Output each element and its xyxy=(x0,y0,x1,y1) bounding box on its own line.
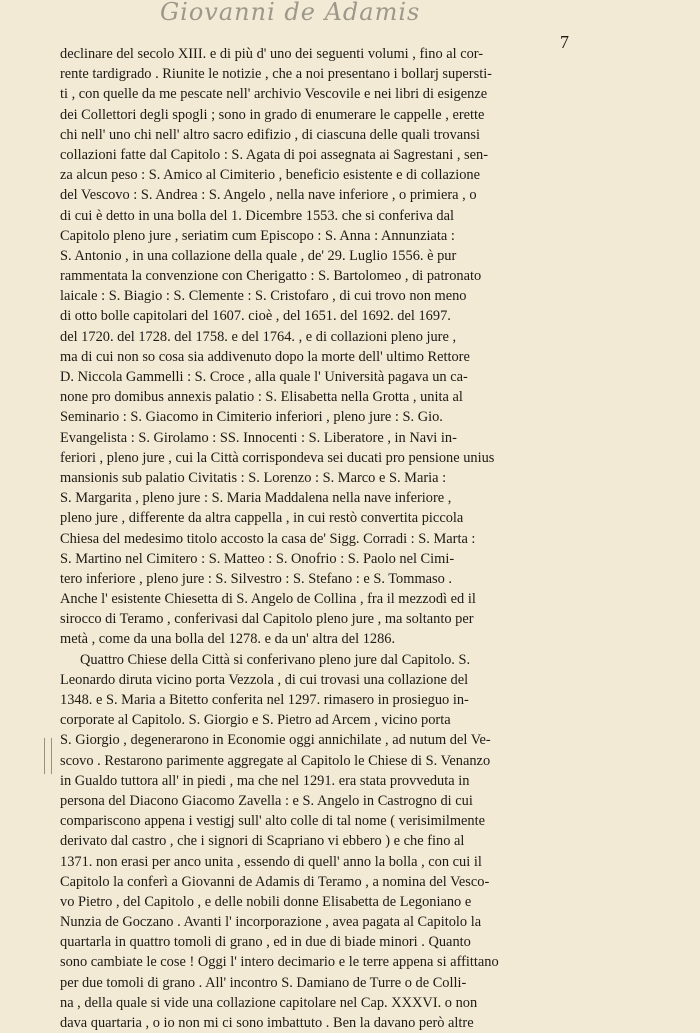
text-line: del 1720. del 1728. del 1758. e del 1764. , e di collazioni pleno jure , xyxy=(60,328,457,345)
text-line: scovo . Restarono parimente aggregate al Capitolo le Chiese di S. Venanzo xyxy=(60,752,491,769)
page-number: 7 xyxy=(560,32,569,52)
text-line: vo Pietro , del Capitolo , e delle nobili donne Elisabetta de Legoniano e xyxy=(60,893,472,910)
text-line: ti , con quelle da me pescate nell' archivio Vescovile e nei libri di esigenze xyxy=(60,86,488,103)
text-line: declinare del secolo XIII. e di più d' uno dei seguenti volumi , fino al cor- xyxy=(60,46,484,62)
text-line: 1348. e S. Maria a Bitetto conferita nel 1297. rimasero in prosieguo in- xyxy=(60,692,469,708)
paragraph xyxy=(60,44,615,650)
text-line: metà , come da una bolla del 1278. e da un' altra del 1286. xyxy=(60,631,396,648)
text-line: in Gualdo tuttora all' in piedi , ma che nel 1291. era stata provveduta in xyxy=(60,772,470,789)
text-line: Capitolo pleno jure , seriatim cum Episcopo : S. Anna : Annunziata : xyxy=(60,227,455,244)
text-line: Anche l' esistente Chiesetta di S. Angelo de Collina , fra il mezzodì ed il xyxy=(60,591,476,608)
body-text xyxy=(60,44,615,1033)
text-line: mansionis sub palatio Civitatis : S. Lorenzo : S. Marco e S. Maria : xyxy=(60,469,447,486)
text-line: collazioni fatte dal Capitolo : S. Agata di poi assegnata ai Sagrestani , sen- xyxy=(60,146,489,163)
text-line: sirocco di Teramo , conferivasi dal Capitolo pleno jure , ma soltanto per xyxy=(60,611,474,628)
text-line: laicale : S. Biagio : S. Clemente : S. Cristofaro , di cui trovo non meno xyxy=(60,288,467,305)
text-line: del Vescovo : S. Andrea : S. Angelo , nella nave inferiore , o primiera , o xyxy=(60,187,477,204)
margin-mark xyxy=(44,738,52,774)
text-line: per due tomoli di grano . All' incontro S. Damiano de Turre o de Colli- xyxy=(60,974,467,991)
text-line: S. Antonio , in una collazione della quale , de' 29. Luglio 1556. è pur xyxy=(60,247,457,264)
paragraph xyxy=(60,650,615,1033)
text-line: rente tardigrado . Riunite le notizie , che a noi presentano i bollarj supersti- xyxy=(60,66,492,83)
text-line: chi nell' uno chi nell' altro sacro edifizio , di ciascuna delle quali trovansi xyxy=(60,126,480,143)
text-line: di cui è detto in una bolla del 1. Dicembre 1553. che si conferiva dal xyxy=(60,207,455,224)
text-line: D. Niccola Gammelli : S. Croce , alla quale l' Università pagava un ca- xyxy=(60,369,468,385)
text-line: di otto bolle capitolari del 1607. cioè , del 1651. del 1692. del 1697. xyxy=(60,308,451,325)
text-line: tero inferiore , pleno jure : S. Silvestro : S. Stefano : e S. Tommaso . xyxy=(60,570,453,587)
text-line: quartarla in quattro tomoli di grano , ed in due di biade minori . Quanto xyxy=(60,934,471,951)
text-line: Nunzia de Goczano . Avanti l' incorporazione , avea pagata al Capitolo la xyxy=(60,914,482,931)
text-line: S. Margarita , pleno jure : S. Maria Maddalena nella nave inferiore , xyxy=(60,490,452,507)
text-line: persona del Diacono Giacomo Zavella : e S. Angelo in Castrogno di cui xyxy=(60,792,473,809)
text-line: corporate al Capitolo. S. Giorgio e S. Pietro ad Arcem , vicino porta xyxy=(60,712,451,729)
text-line: compariscono appena i vestigj sull' alto colle di tal nome ( verisimilmente xyxy=(60,813,486,830)
text-line: derivato dal castro , che i signori di Scapriano vi ebbero ) e che fino al xyxy=(60,833,465,850)
text-line: Quattro Chiese della Città si conferivano pleno jure dal Capitolo. S. xyxy=(80,651,471,668)
text-line: Evangelista : S. Girolamo : SS. Innocenti : S. Liberatore , in Navi in- xyxy=(60,429,457,446)
text-line: rammentata la convenzione con Cherigatto : S. Bartolomeo , di patronato xyxy=(60,268,482,285)
text-line: Leonardo diruta vicino porta Vezzola , di cui trovasi una collazione del xyxy=(60,671,469,688)
text-line: feriori , pleno jure , cui la Città corrispondeva sei ducati pro pensione unius xyxy=(60,449,495,466)
text-line: 1371. non erasi per anco unita , essendo di quell' anno la bolla , con cui il xyxy=(60,853,482,870)
text-line: Chiesa del medesimo titolo accosto la casa de' Sigg. Corradi : S. Marta : xyxy=(60,530,476,547)
text-line: pleno jure , differente da altra cappella , in cui restò convertita piccola xyxy=(60,510,464,527)
text-line: ma di cui non so cosa sia addivenuto dopo la morte dell' ultimo Rettore xyxy=(60,348,470,365)
text-line: za alcun peso : S. Amico al Cimiterio , beneficio esistente e di collazione xyxy=(60,167,480,184)
text-line: S. Giorgio , degenerarono in Economie oggi annichilate , ad nutum del Ve- xyxy=(60,732,491,749)
text-line: Seminario : S. Giacomo in Cimiterio inferiori , pleno jure : S. Gio. xyxy=(60,409,443,426)
text-line: dei Collettori degli spogli ; sono in grado di enumerare le cappelle , erette xyxy=(60,106,485,123)
text-line: dava quartaria , o io non mi ci sono imbattuto . Ben la davano però altre xyxy=(60,1015,474,1031)
text-line: S. Martino nel Cimitero : S. Matteo : S. Onofrio : S. Paolo nel Cimi- xyxy=(60,550,455,567)
text-line: sono cambiate le cose ! Oggi l' intero decimario e le terre appena si affittano xyxy=(60,954,499,971)
text-line: na , della quale si vide una collazione capitolare nel Cap. XXXVI. o non xyxy=(60,994,478,1011)
text-line: none pro domibus annexis palatio : S. Elisabetta nella Grotta , unita al xyxy=(60,389,463,406)
handwritten-annotation: Giovanni de Adamis xyxy=(160,0,421,26)
text-line: Capitolo la conferì a Giovanni de Adamis di Teramo , a nomina del Vesco- xyxy=(60,873,490,890)
